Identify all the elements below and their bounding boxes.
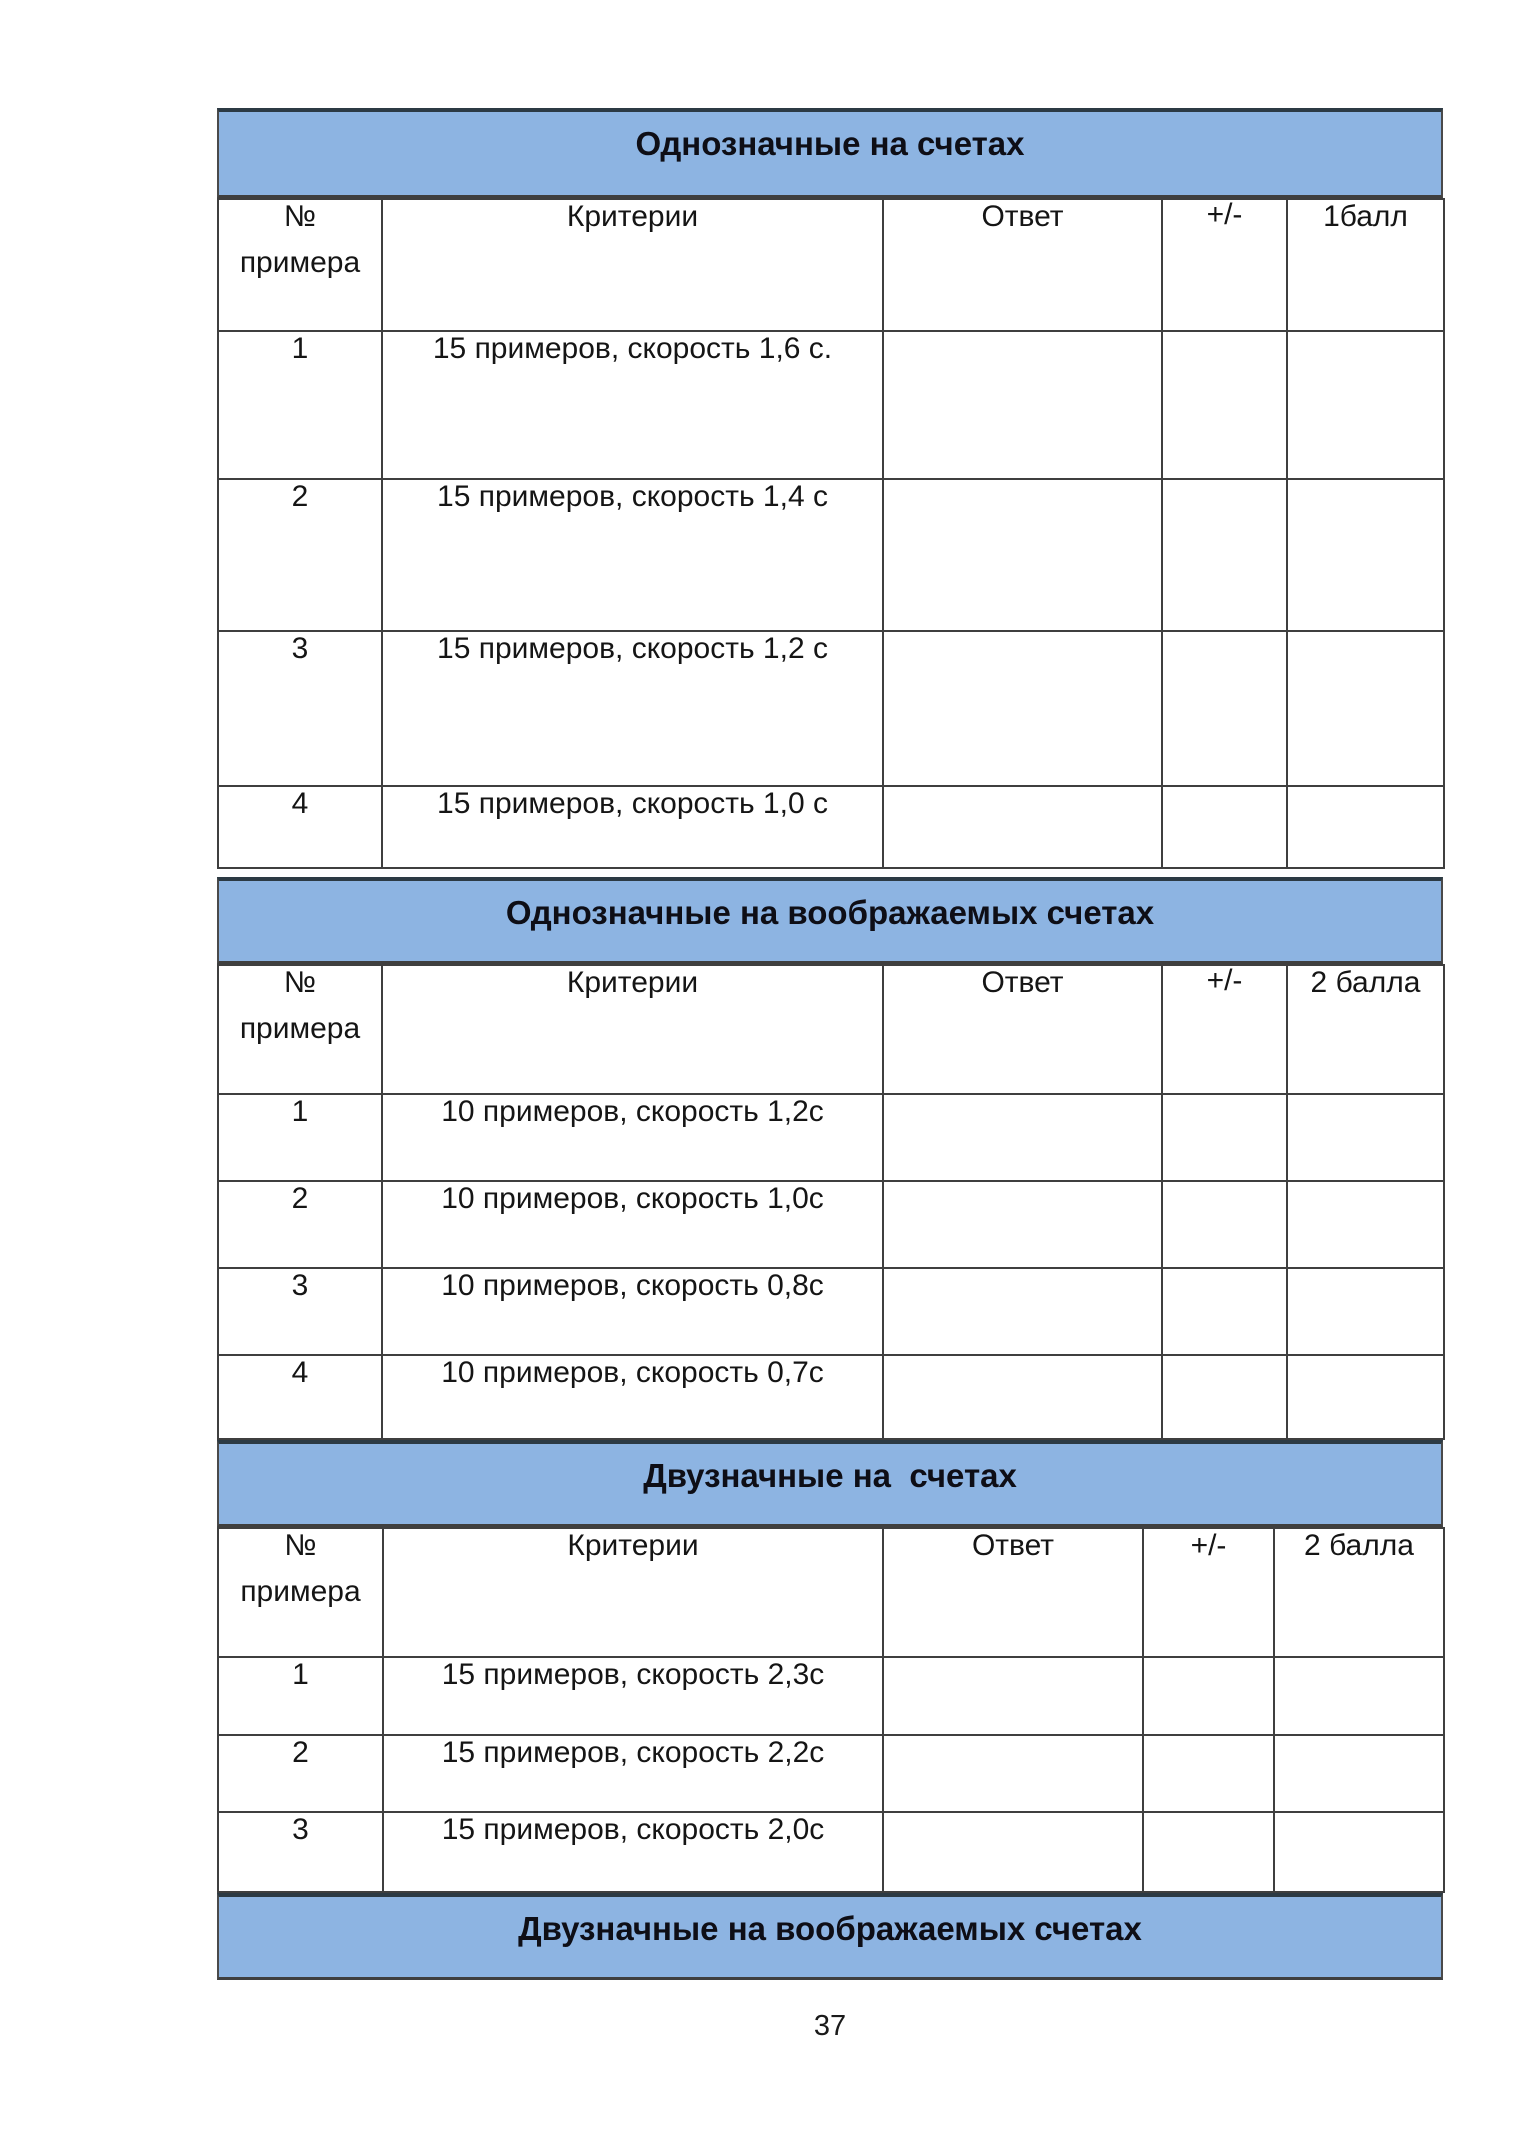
row-number-cell: 3 [218,631,382,786]
points-cell [1287,1094,1444,1181]
score-table-3 [217,1527,1445,1893]
score-table-1 [217,198,1445,869]
criteria-cell: 15 примеров, скорость 1,2 с [382,631,883,786]
col-header-number [218,965,382,1094]
col-header-number [218,199,382,331]
plusminus-cell [1143,1657,1274,1735]
points-cell [1287,1268,1444,1355]
table-row [218,786,1444,868]
plusminus-cell [1162,331,1287,479]
section-gap [217,869,1443,877]
col-header-number-line1: № [283,966,317,999]
col-header-number-line2: примера [240,1575,361,1608]
table-row [218,1181,1444,1268]
section-1-title: Однозначные на счетах [635,125,1025,162]
points-cell [1287,1181,1444,1268]
points-cell [1274,1735,1444,1812]
col-header-criteria: Критерии [382,199,883,331]
section-1-title-bar [217,108,1443,198]
plusminus-cell [1162,479,1287,631]
criteria-cell: 15 примеров, скорость 2,3с [383,1657,883,1735]
col-header-plusminus: +/- [1162,199,1287,331]
answer-cell [883,631,1162,786]
plusminus-cell [1162,631,1287,786]
table-row [218,631,1444,786]
points-cell [1287,479,1444,631]
section-3-title-bar [217,1440,1443,1527]
col-header-criteria: Критерии [382,965,883,1094]
criteria-cell: 15 примеров, скорость 2,0с [383,1812,883,1892]
table-row [218,1812,1444,1892]
table-row [218,1735,1444,1812]
row-number-cell: 1 [218,331,382,479]
criteria-cell: 15 примеров, скорость 1,4 с [382,479,883,631]
points-cell [1287,1355,1444,1439]
plusminus-cell [1162,1181,1287,1268]
table-row [218,1657,1444,1735]
col-header-criteria: Критерии [383,1528,883,1657]
answer-cell [883,1181,1162,1268]
answer-cell [883,1268,1162,1355]
plusminus-cell [1162,1268,1287,1355]
header-row [218,1528,1444,1657]
criteria-cell: 10 примеров, скорость 0,8с [382,1268,883,1355]
section-3-title: Двузначные на счетах [643,1457,1017,1494]
row-number-cell: 1 [218,1657,383,1735]
header-row [218,965,1444,1094]
plusminus-cell [1162,786,1287,868]
points-cell [1287,631,1444,786]
plusminus-cell [1143,1735,1274,1812]
col-header-number [218,1528,383,1657]
section-2-title: Однозначные на воображаемых счетах [505,894,1155,931]
points-cell [1287,331,1444,479]
plusminus-cell [1143,1812,1274,1892]
col-header-answer: Ответ [883,199,1162,331]
col-header-points: 2 балла [1287,965,1444,1094]
points-cell [1287,786,1444,868]
col-header-answer: Ответ [883,1528,1143,1657]
answer-cell [883,1735,1143,1812]
criteria-cell: 10 примеров, скорость 0,7с [382,1355,883,1439]
criteria-cell: 15 примеров, скорость 2,2с [383,1735,883,1812]
plusminus-cell [1162,1355,1287,1439]
col-header-points: 1балл [1287,199,1444,331]
col-header-points: 2 балла [1274,1528,1444,1657]
row-number-cell: 2 [218,1181,382,1268]
col-header-number-line2: примера [239,246,361,279]
col-header-plusminus: +/- [1143,1528,1274,1657]
row-number-cell: 3 [218,1268,382,1355]
section-2-title-bar [217,877,1443,964]
answer-cell [883,479,1162,631]
answer-cell [883,786,1162,868]
page-number: 37 [813,2010,847,2042]
plusminus-cell [1162,1094,1287,1181]
answer-cell [883,1094,1162,1181]
row-number-cell: 4 [218,786,382,868]
table-row [218,479,1444,631]
answer-cell [883,1355,1162,1439]
answer-cell [883,1812,1143,1892]
col-header-number-line2: примера [239,1012,361,1045]
row-number-cell: 3 [218,1812,383,1892]
section-4-title: Двузначные на воображаемых счетах [518,1910,1142,1947]
answer-cell [883,1657,1143,1735]
criteria-cell: 10 примеров, скорость 1,2с [382,1094,883,1181]
col-header-number-line1: № [284,1529,317,1562]
criteria-cell: 15 примеров, скорость 1,0 с [382,786,883,868]
table-row [218,1355,1444,1439]
answer-cell [883,331,1162,479]
table-row [218,331,1444,479]
page-content [217,108,1443,2043]
col-header-answer: Ответ [883,965,1162,1094]
criteria-cell: 15 примеров, скорость 1,6 с. [382,331,883,479]
row-number-cell: 2 [218,479,382,631]
row-number-cell: 2 [218,1735,383,1812]
criteria-cell: 10 примеров, скорость 1,0с [382,1181,883,1268]
col-header-plusminus: +/- [1162,965,1287,1094]
score-table-2 [217,964,1445,1440]
table-row [218,1094,1444,1181]
row-number-cell: 4 [218,1355,382,1439]
table-row [218,1268,1444,1355]
points-cell [1274,1812,1444,1892]
points-cell [1274,1657,1444,1735]
col-header-number-line1: № [283,200,317,233]
section-4-title-bar [217,1893,1443,1980]
row-number-cell: 1 [218,1094,382,1181]
header-row [218,199,1444,331]
